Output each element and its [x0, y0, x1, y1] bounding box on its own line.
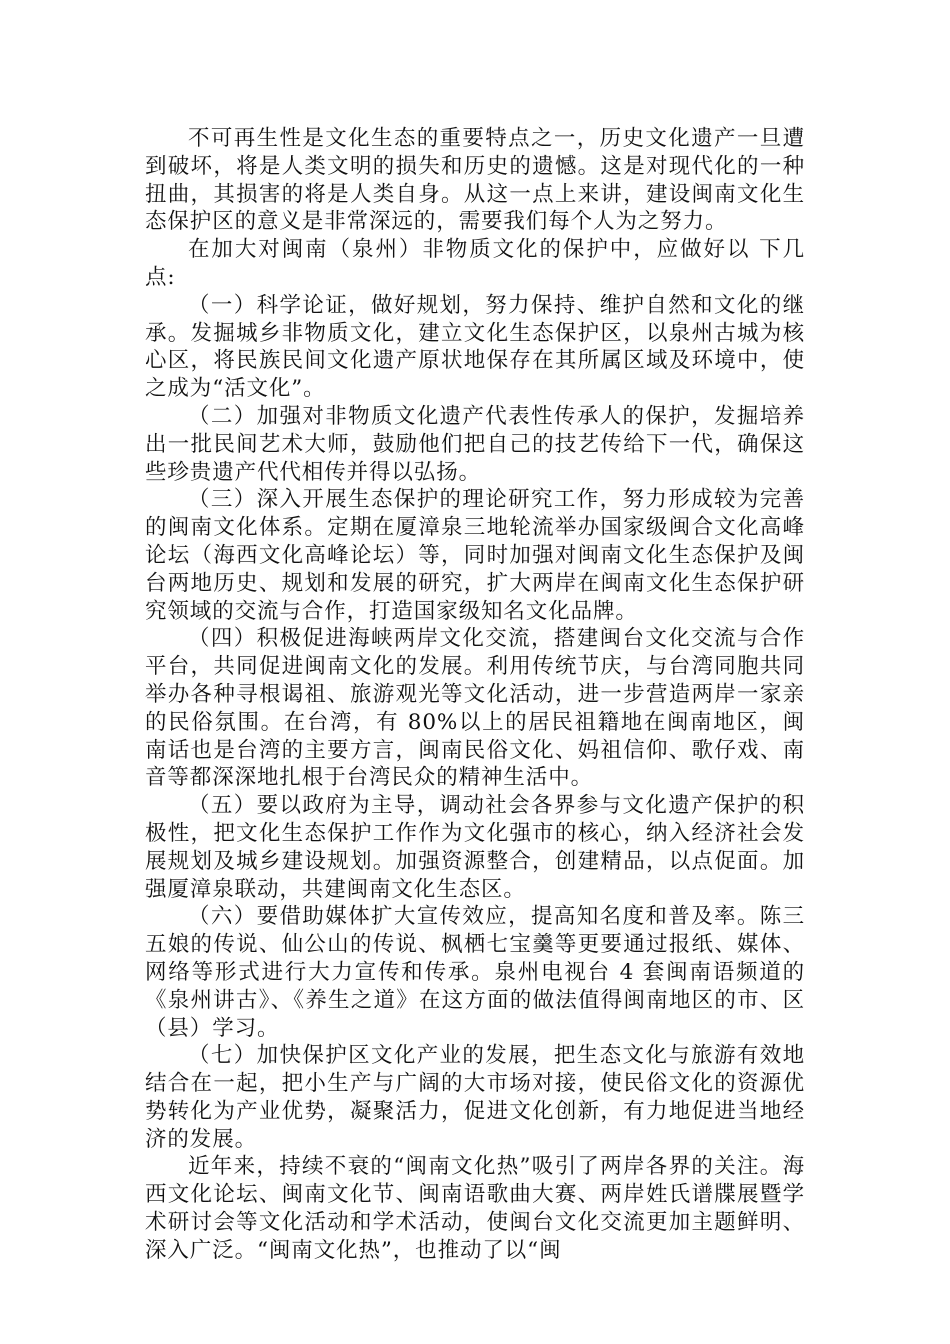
paragraph-point-1: （一）科学论证，做好规划，努力保持、维护自然和文化的继承。发掘城乡非物质文化，建立文化生态保护区，以泉州古城为核心区，将民族民间文化遗产原状地保存在其所属区域及环境中，使之成为“活文化”。 — [145, 292, 805, 402]
paragraph-point-4: （四）积极促进海峡两岸文化交流，搭建闽台文化交流与合作平台，共同促进闽南文化的发展。利用传统节庆，与台湾同胞共同举办各种寻根谒祖、旅游观光等文化活动，进一步营造两岸一家亲的民俗氛围。在台湾，有 80%以上的居民祖籍地在闽南地区，闽南话也是台湾的主要方言，闽南民俗文化、妈祖信仰、歌仔戏、南音等都深深地扎根于台湾民众的精神生活中。 — [145, 626, 805, 791]
paragraph-point-3: （三）深入开展生态保护的理论研究工作，努力形成较为完善的闽南文化体系。定期在厦漳泉三地轮流举办国家级闽合文化高峰论坛（海西文化高峰论坛）等，同时加强对闽南文化生态保护及闽台两地历史、规划和发展的研究，扩大两岸在闽南文化生态保护研究领域的交流与合作，打造国家级知名文化品牌。 — [145, 487, 805, 624]
paragraph-lead: 在加大对闽南（泉州）非物质文化的保护中，应做好以 下几点: — [145, 237, 805, 290]
paragraph-point-5: （五）要以政府为主导，调动社会各界参与文化遗产保护的积极性，把文化生态保护工作作为文化强市的核心，纳入经济社会发展规划及城乡建设规划。加强资源整合，创建精品，以点促面。加强厦漳泉联动，共建闽南文化生态区。 — [145, 793, 805, 902]
paragraph-conclusion: 近年来，持续不衰的“闽南文化热”吸引了两岸各界的关注。海西文化论坛、闽南文化节、闽南语歌曲大赛、两岸姓氏谱牒展暨学术研讨会等文化活动和学术活动，使闽台文化交流更加主题鲜明、深入广泛。“闽南文化热”，也推动了以“闽 — [145, 1154, 805, 1263]
paragraph-point-7: （七）加快保护区文化产业的发展，把生态文化与旅游有效地结合在一起，把小生产与广阔的大市场对接，使民俗文化的资源优势转化为产业优势，凝聚活力，促进文化创新，有力地促进当地经济的发展。 — [145, 1043, 805, 1152]
paragraph-intro: 不可再生性是文化生态的重要特点之一，历史文化遗产一旦遭到破坏，将是人类文明的损失和历史的遗憾。这是对现代化的一种扭曲，其损害的将是人类自身。从这一点上来讲，建设闽南文化生态保护区的意义是非常深远的，需要我们每个人为之努力。 — [145, 126, 805, 235]
document-body — [145, 125, 805, 1265]
paragraph-point-2: （二）加强对非物质文化遗产代表性传承人的保护，发掘培养出一批民间艺术大师，鼓励他们把自己的技艺传给下一代，确保这些珍贵遗产代代相传并得以弘扬。 — [145, 403, 805, 485]
paragraph-point-6: （六）要借助媒体扩大宣传效应，提高知名度和普及率。陈三五娘的传说、仙公山的传说、枫栖七宝羹等更要通过报纸、媒体、网络等形式进行大力宣传和传承。泉州电视台 4 套闽南语频道的《泉州讲古》、《养生之道》在这方面的做法值得闽南地区的市、区（县）学习。 — [145, 904, 805, 1041]
